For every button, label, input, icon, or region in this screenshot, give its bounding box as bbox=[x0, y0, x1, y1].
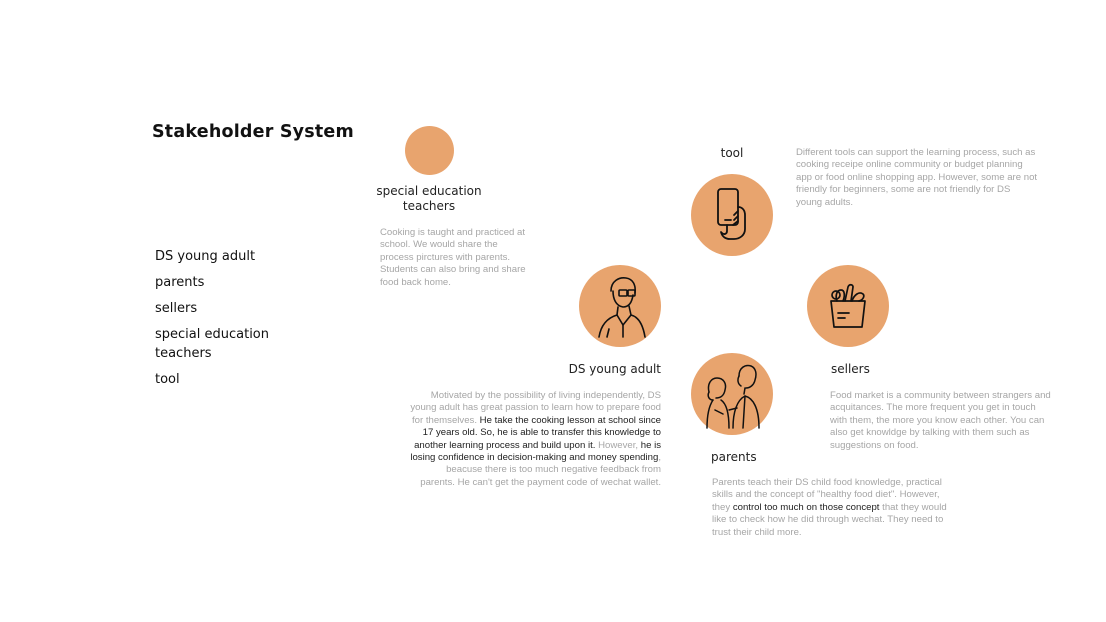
list-item: special education teachers bbox=[155, 327, 269, 361]
teachers-circle bbox=[405, 126, 454, 175]
list-item: tool bbox=[155, 372, 180, 387]
description-text: that they would like to check how he did through wechat. They need to trust their child more. bbox=[712, 501, 947, 538]
description-text: , beacuse there is too much negative feedback from parents. He can't get the payment code of wechat wallet. bbox=[420, 452, 661, 488]
tool-description bbox=[796, 147, 1038, 209]
list-item: parents bbox=[155, 275, 205, 290]
sellers-label: sellers bbox=[831, 362, 870, 376]
description-text: Different tools can support the learning process, such as cooking receipe online community or budget planning app or food online shopping app. However, some are not friendly for beginners, some are not friendly for DS young adults. bbox=[796, 147, 1038, 208]
ds-young-adult-description bbox=[410, 390, 661, 489]
description-text: Motivated by the possibility of living independently, DS young adult has great passion to learn how to prepare food for themselves. bbox=[410, 390, 661, 426]
parents-description bbox=[712, 477, 952, 539]
young-adult-icon bbox=[589, 271, 651, 341]
description-text: Parents teach their DS child food knowledge, practical skills and the concept of "healthy food diet". However, they bbox=[712, 477, 942, 513]
sellers-description bbox=[830, 390, 1054, 452]
teachers-description bbox=[380, 227, 530, 289]
list-item: sellers bbox=[155, 301, 198, 316]
parents-circle bbox=[691, 353, 773, 435]
ds-young-adult-circle bbox=[579, 265, 661, 347]
ds-young-adult-label: DS young adult bbox=[568, 362, 661, 376]
highlighted-text: control too much on those concept bbox=[732, 501, 880, 513]
grocery-bag-icon bbox=[825, 281, 871, 331]
stakeholder-list bbox=[155, 247, 285, 396]
highlighted-text: He take the cooking lesson at school since 17 years old. So, he is able to transfer this knowledge to another learning process and build upon it. bbox=[414, 414, 661, 451]
description-text: Food market is a community between strangers and acquitances. The more frequent you get in touch with them, the more you know each other. You can also get knowldge by talking with them such as suggestions on food. bbox=[830, 390, 1051, 451]
tool-label: tool bbox=[720, 146, 744, 160]
list-item: DS young adult bbox=[155, 249, 256, 264]
parents-label: parents bbox=[711, 450, 757, 464]
parents-icon bbox=[699, 358, 765, 430]
description-text: Cooking is taught and practiced at school. We would share the process pirctures with parents. Students can also bring and share food back home. bbox=[380, 227, 526, 288]
sellers-circle bbox=[807, 265, 889, 347]
description-text: However, bbox=[595, 439, 641, 451]
page-title: Stakeholder System bbox=[152, 122, 354, 142]
highlighted-text: he is losing confidence in decision-making and money spending bbox=[410, 439, 661, 464]
tool-circle bbox=[691, 174, 773, 256]
teachers-label: special education teachers bbox=[376, 184, 482, 213]
smartphone-hand-icon bbox=[710, 185, 754, 245]
